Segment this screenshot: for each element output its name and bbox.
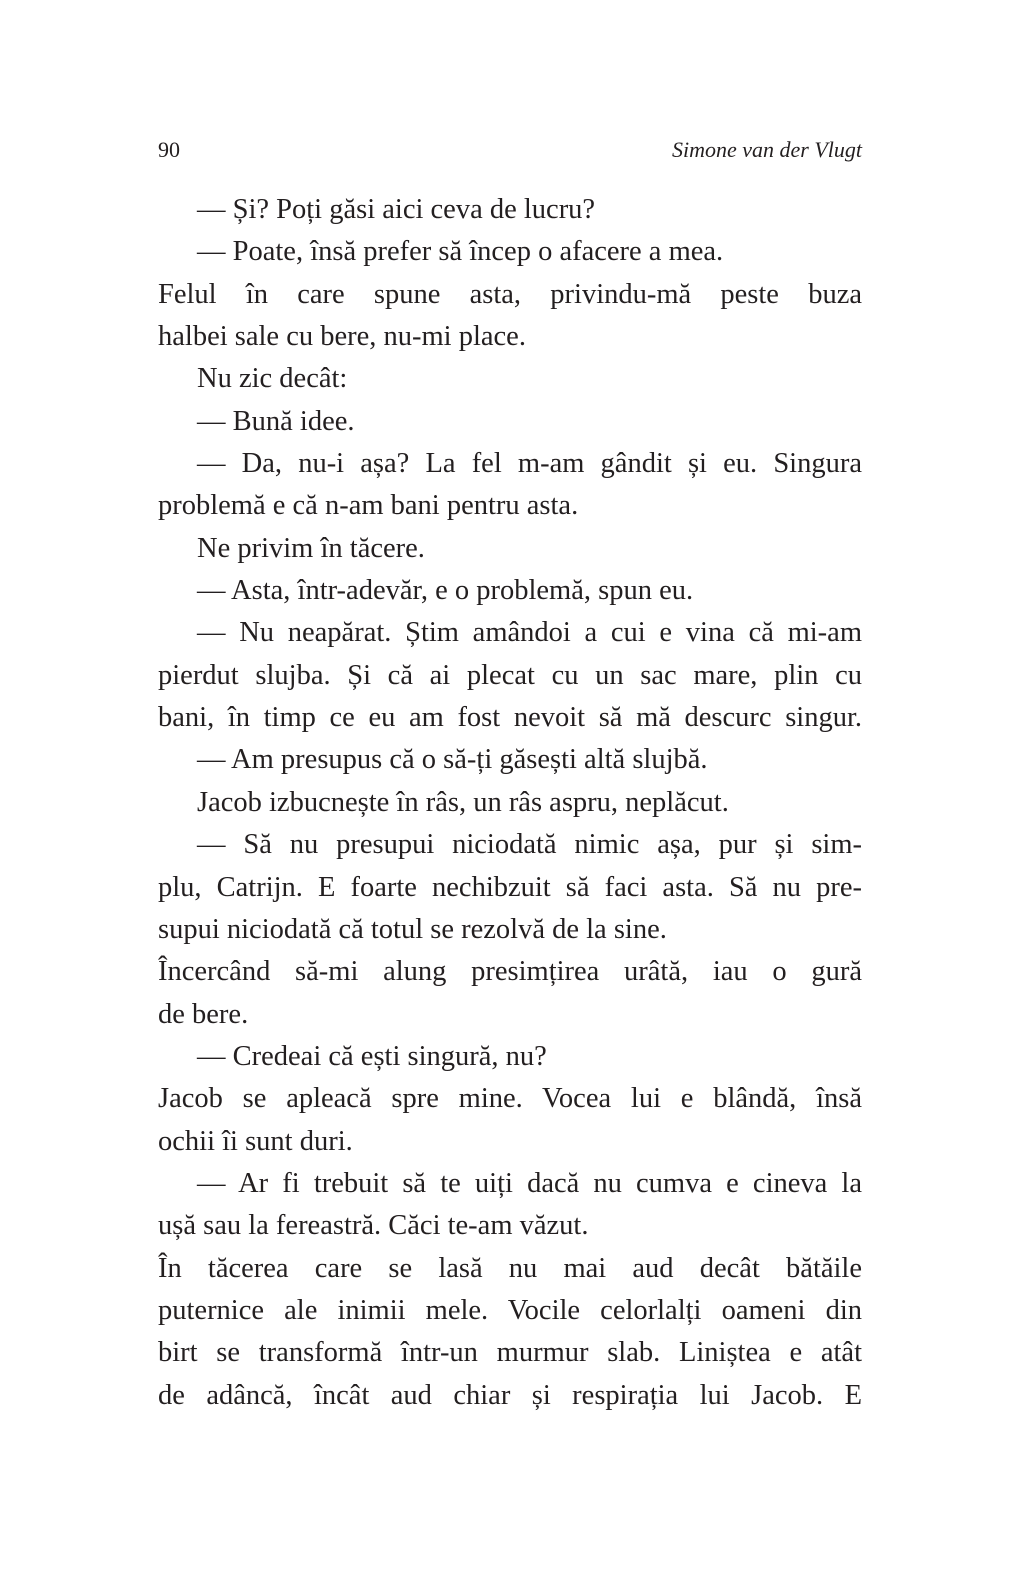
text-line: supui niciodată că totul se rezolvă de la sine. [158,913,667,945]
text-line: — Da, nu-i așa? La fel m-am gândit și eu. Singura [197,448,862,480]
page-number: 90 [158,137,180,162]
text-line: pierdut slujba. Și că ai plecat cu un sac mare, plin cu [158,659,862,691]
text-line: În tăcerea care se lasă nu mai aud decât bătăile [158,1252,862,1284]
text-line: bani, în timp ce eu am fost nevoit să mă descurc singur. [158,702,862,734]
text-line: — Și? Poți găsi aici ceva de lucru? [197,194,596,225]
text-line: de bere. [158,998,249,1030]
text-line: — Ar fi trebuit să te uiți dacă nu cumva e cineva la [197,1167,862,1199]
text-line: ochii îi sunt duri. [158,1125,353,1157]
text-line: — Credeai că ești singură, nu? [197,1040,547,1072]
text-line: Încercând să-mi alung presimțirea urâtă, iau o gură [158,956,862,988]
text-line: birt se transformă într-un murmur slab. Liniștea e atât [158,1337,862,1369]
text-line: — Nu neapărat. Știm amândoi a cui e vina că mi-am [197,617,862,649]
text-line: — Bună idee. [197,405,355,437]
page-body-text [158,189,862,1417]
text-line: Jacob se apleacă spre mine. Vocea lui e blândă, însă [158,1083,862,1115]
text-line: Nu zic decât: [197,363,348,395]
text-line: ușă sau la fereastră. Căci te-am văzut. [158,1210,589,1242]
text-line: plu, Catrijn. E foarte nechibzuit să faci asta. Să nu pre- [158,871,862,903]
text-line: Ne privim în tăcere. [197,532,425,564]
text-line: problemă e că n-am bani pentru asta. [158,490,579,522]
text-line: puternice ale inimii mele. Vocile celorlalți oameni din [158,1294,862,1326]
text-line: de adâncă, încât aud chiar și respirația lui Jacob. E [158,1379,862,1411]
text-line: — Asta, într-adevăr, e o problemă, spun eu. [197,575,694,607]
running-header-author: Simone van der Vlugt [671,137,862,162]
text-line: — Să nu presupui niciodată nimic așa, pur și sim- [197,829,862,861]
text-line: halbei sale cu bere, nu-mi place. [158,321,526,353]
text-line: — Poate, însă prefer să încep o afacere a mea. [197,236,724,268]
text-line: — Am presupus că o să-ți găsești altă slujbă. [197,744,708,776]
text-line: Felul în care spune asta, privindu-mă peste buza [158,278,862,310]
text-line: Jacob izbucnește în râs, un râs aspru, neplăcut. [197,786,729,818]
